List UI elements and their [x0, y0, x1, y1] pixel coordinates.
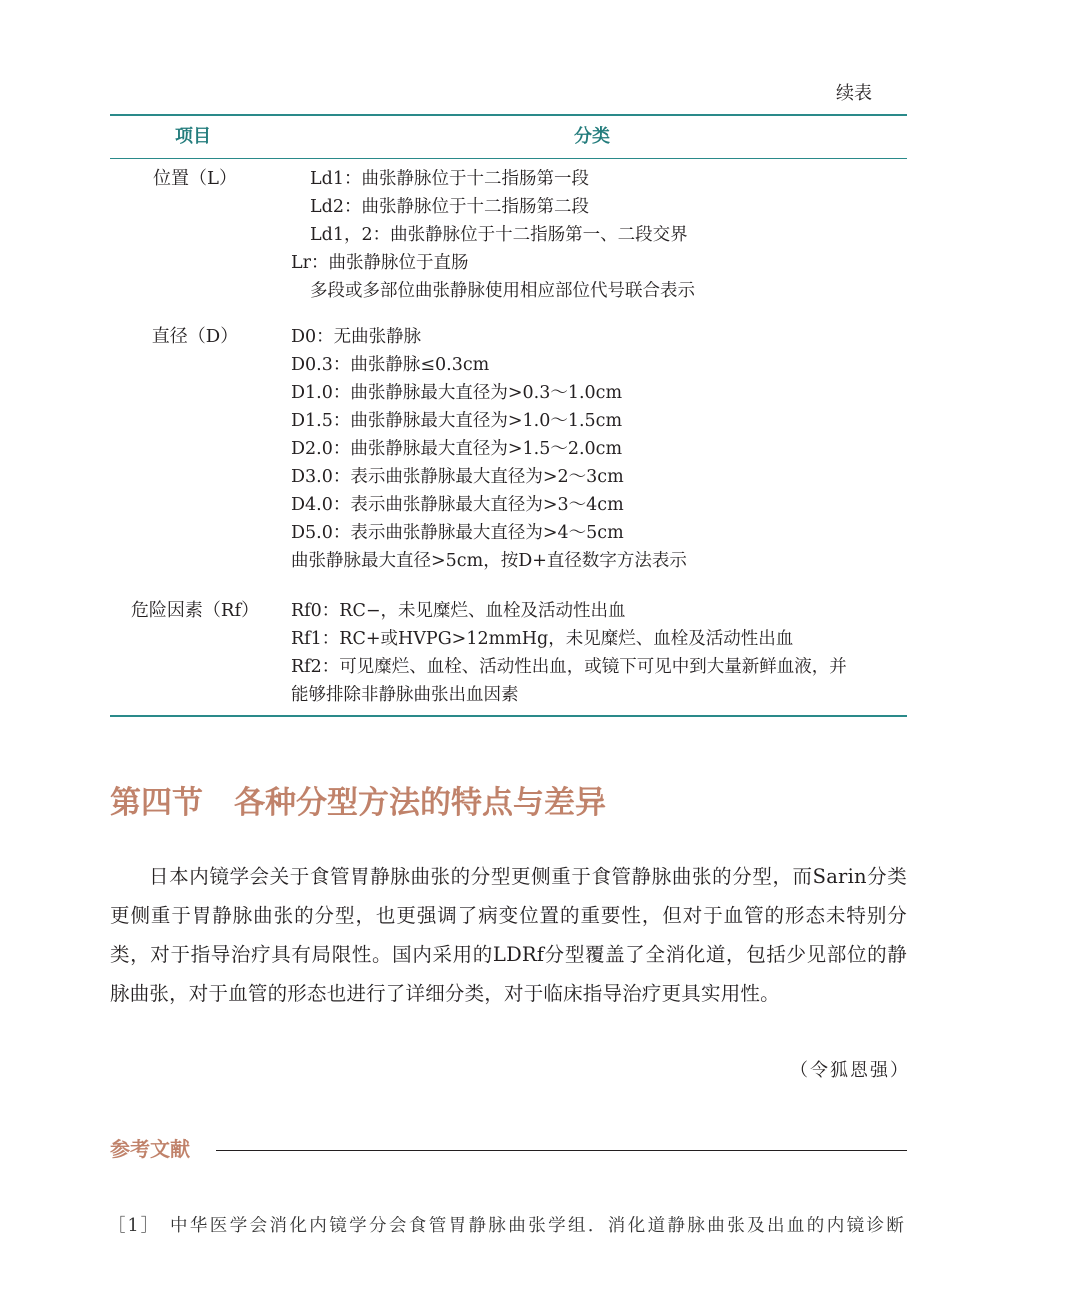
reference-item — [108, 1212, 908, 1240]
classification-line: D3.0：表示曲张静脉最大直径为>2～3cm — [291, 467, 624, 487]
classification-line: D4.0：表示曲张静脉最大直径为>3～4cm — [291, 495, 624, 515]
row-label: 位置（L） — [153, 168, 237, 189]
row-classification-lines — [291, 597, 901, 709]
reference-number: ［1］ — [108, 1216, 161, 1236]
classification-line: Ld2：曲张静脉位于十二指肠第二段 — [310, 197, 589, 217]
classification-line: D1.5：曲张静脉最大直径为>1.0～1.5cm — [291, 411, 623, 431]
row-classification-lines — [291, 165, 901, 305]
reference-text: 中华医学会消化内镜学分会食管胃静脉曲张学组．消化道静脉曲张及出血的内镜诊断 — [170, 1216, 907, 1236]
row-label: 危险因素（Rf） — [130, 600, 260, 621]
table-row — [110, 159, 907, 313]
section-title: 第四节 各种分型方法的特点与差异 — [110, 785, 606, 821]
author-credit: （令狐恩强） — [790, 1060, 910, 1081]
table-row — [110, 313, 907, 583]
classification-line: Rf2：可见糜烂、血栓、活动性出血，或镜下可见中到大量新鲜血液，并 — [291, 657, 847, 677]
classification-line: Ld1：曲张静脉位于十二指肠第一段 — [310, 169, 589, 189]
row-label: 直径（D） — [151, 326, 239, 347]
header-item: 项目 — [175, 126, 211, 147]
classification-table — [110, 114, 907, 717]
classification-line: 曲张静脉最大直径>5cm，按D+直径数字方法表示 — [291, 551, 687, 571]
references-divider — [216, 1150, 907, 1151]
classification-line: D1.0：曲张静脉最大直径为>0.3～1.0cm — [291, 383, 623, 403]
classification-line: Ld1，2：曲张静脉位于十二指肠第一、二段交界 — [310, 225, 688, 245]
references-heading: 参考文献 — [110, 1137, 190, 1161]
classification-line: D5.0：表示曲张静脉最大直径为>4～5cm — [291, 523, 624, 543]
classification-line: 多段或多部位曲张静脉使用相应部位代号联合表示 — [310, 281, 695, 301]
classification-line: Lr：曲张静脉位于直肠 — [291, 253, 469, 273]
section-paragraph: 日本内镜学会关于食管胃静脉曲张的分型更侧重于食管静脉曲张的分型，而Sarin分类更侧重于胃静脉曲张的分型，也更强调了病变位置的重要性，但对于血管的形态未特别分类，对于指导治疗具有局限性。国内采用的LDRf分型覆盖了全消化道，包括少见部位的静脉曲张，对于血管的形态也进行了详细分类，对于临床指导治疗更具实用性。 — [110, 865, 907, 1005]
header-classification: 分类 — [574, 126, 610, 147]
classification-line: D0：无曲张静脉 — [291, 327, 422, 347]
classification-line: Rf1：RC+或HVPG>12mmHg，未见糜烂、血栓及活动性出血 — [291, 629, 794, 649]
table-header-row — [110, 116, 907, 159]
table-body — [110, 159, 907, 715]
row-classification-lines — [291, 323, 901, 575]
classification-line: D2.0：曲张静脉最大直径为>1.5～2.0cm — [291, 439, 623, 459]
classification-line: 能够排除非静脉曲张出血因素 — [291, 685, 519, 705]
continued-table-label: 续表 — [836, 83, 872, 104]
table-row — [110, 583, 907, 715]
classification-line: Rf0：RC−，未见糜烂、血栓及活动性出血 — [291, 601, 626, 621]
classification-line: D0.3：曲张静脉≤0.3cm — [291, 355, 490, 375]
